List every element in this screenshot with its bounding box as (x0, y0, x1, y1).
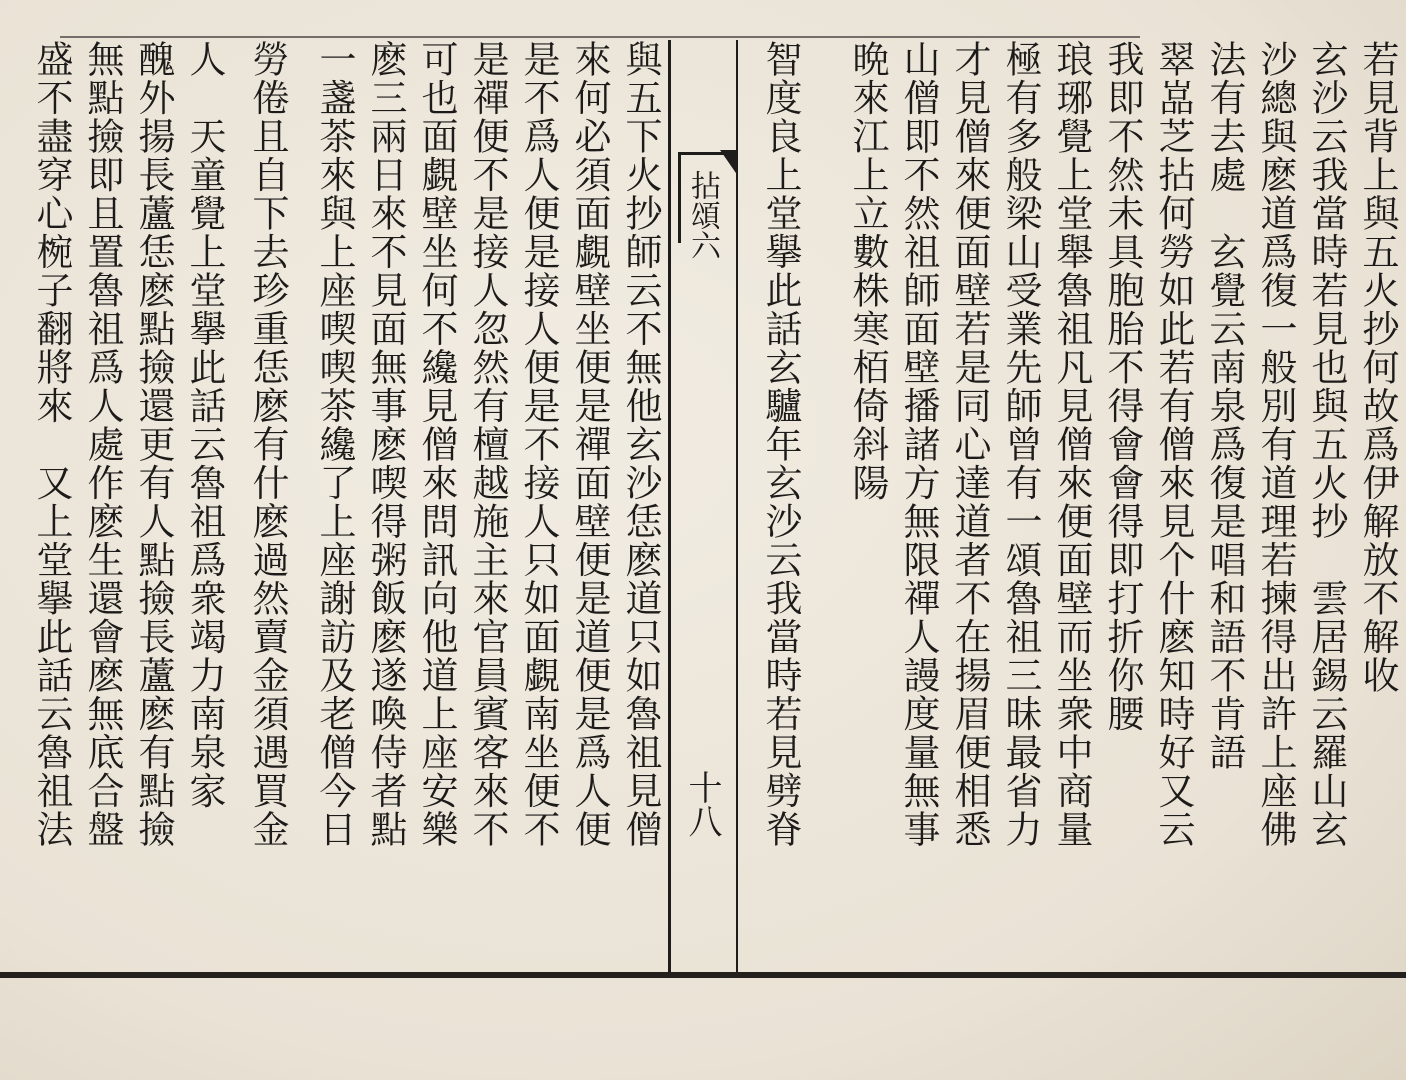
text-column: 晩來江上立數株寒栢倚斜陽 (846, 40, 889, 502)
text-column: 醜外揚長蘆恁麽點撿還更有人點撿長蘆麽有點撿 (132, 40, 175, 849)
text-column: 若見背上與五火抄何故爲伊解放不解收 (1356, 40, 1399, 695)
bottom-border-line (0, 972, 1406, 978)
text-column: 勞倦且自下去珍重恁麽有什麽過然賣金須遇買金 (246, 40, 289, 849)
page-number: 十八 (682, 770, 722, 838)
section-label-mark (720, 150, 738, 176)
text-column: 琅琊覺上堂舉魯祖凡見僧來便面壁而坐衆中商量 (1050, 40, 1093, 849)
text-column: 玄沙云我當時若見也與五火抄 雲居錫云羅山玄 (1305, 40, 1348, 849)
text-column: 山僧即不然祖師面壁播諸方無限禪人謾度量無事 (897, 40, 940, 849)
text-column: 可也面覷壁坐何不纔見僧來問訊向他道上座安樂 (415, 40, 458, 849)
text-column: 才見僧來便面壁若是同心達道者不在揚眉便相悉 (948, 40, 991, 849)
text-column: 法有去處 玄覺云南泉爲復是唱和語不肯語 (1203, 40, 1246, 772)
top-border-line (60, 36, 1140, 38)
text-column: 極有多般梁山受業先師曾有一頌魯祖三昧最省力 (999, 40, 1042, 849)
text-column: 來何必須面覷壁坐便是禪面壁便是道便是爲人便 (568, 40, 611, 849)
text-column: 是不爲人便是接人便是不接人只如面覷南坐便不 (517, 40, 560, 849)
center-fold-line (668, 40, 671, 972)
center-fold-line-right (736, 40, 738, 972)
text-column: 一盞茶來與上座喫喫茶纔了上座謝訪及老僧今日 (313, 40, 356, 849)
section-label: 拈頌六 (685, 170, 720, 260)
text-column: 智度良上堂擧此話玄驢年玄沙云我當時若見劈脊 (759, 40, 802, 849)
text-column: 沙總與麽道爲復一般別有道理若揀得出許上座佛 (1254, 40, 1297, 849)
text-column: 麽三兩日來不見面無事麽喫得粥飯麽遂喚侍者點 (364, 40, 407, 849)
text-column: 無點撿即且置魯祖爲人處作麽生還會麽無底合盤 (81, 40, 124, 849)
text-column: 盛不盡穿心椀子翻將來 又上堂擧此話云魯祖法 (30, 40, 73, 849)
text-column: 與五下火抄師云不無他玄沙恁麽道只如魯祖見僧 (619, 40, 662, 849)
text-column: 人 天童覺上堂擧此話云魯祖爲衆竭力南泉家 (183, 40, 226, 810)
text-column: 翠嵓芝拈何勞如此若有僧來見个什麽知時好又云 (1152, 40, 1195, 849)
text-column: 是禪便不是接人忽然有檀越施主來官員賓客來不 (466, 40, 509, 849)
text-column: 我即不然未具胞胎不得會會得即打折你腰 (1101, 40, 1144, 733)
